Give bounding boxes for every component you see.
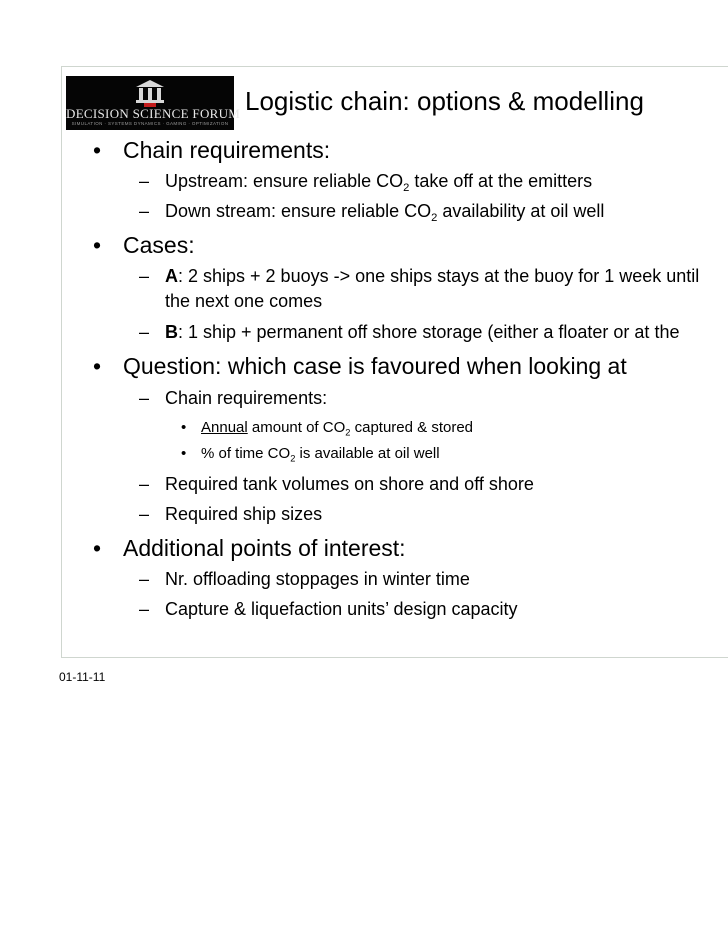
sub-bullet-tank-volumes: – Required tank volumes on shore and off shore (139, 474, 534, 494)
logo-tagline: SIMULATION · SYSTEMS DYNAMICS · GAMING · OPTIMIZATION (71, 121, 229, 126)
temple-icon (136, 80, 164, 106)
dash-marker: – (139, 266, 150, 286)
logo-brand: DECISION SCIENCE FORUM (66, 106, 241, 121)
bullet-marker: • (93, 535, 102, 561)
dash-marker: – (139, 504, 150, 524)
sub-bullet-case-a: – A: 2 ships + 2 buoys -> one ships stays at the buoy for 1 week until (139, 266, 700, 286)
slide-title: Logistic chain: options & modelling (245, 86, 644, 116)
dash-marker: – (139, 171, 150, 191)
sub-bullet-capture: – Capture & liquefaction units’ design capacity (139, 599, 518, 619)
sub-bullet-case-a-continued: the next one comes (165, 291, 323, 311)
sub-sub-bullet-pct-available: • % of time $CO_2$ is available at oil well (181, 445, 440, 464)
bullet-marker: • (181, 445, 187, 462)
footer-date: 01-11-11 (59, 670, 106, 684)
sub-bullet-downstream: – Down stream: ensure reliable $CO_2$ availability at oil well (139, 201, 605, 224)
sub-bullet-ship-sizes: – Required ship sizes (139, 504, 323, 524)
sub-bullet-chain-requirements: – Chain requirements: (139, 388, 328, 408)
bullet-marker: • (93, 353, 102, 379)
dash-marker: – (139, 599, 150, 619)
dash-marker: – (139, 569, 150, 589)
sub-bullet-offloading: – Nr. offloading stoppages in winter time (139, 569, 470, 589)
sub-bullet-upstream: – Upstream: ensure reliable $CO_2$ take off at the emitters (139, 171, 593, 194)
bullet-additional-points: • Additional points of interest: (93, 535, 406, 561)
dash-marker: – (139, 201, 150, 221)
sub-sub-bullet-annual-amount: • Annual amount of $CO_2$ captured & stored (181, 419, 474, 438)
dash-marker: – (139, 474, 150, 494)
sub-bullet-case-b: – B: 1 ship + permanent off shore storage (either a floater or at the (139, 322, 680, 342)
bullet-marker: • (93, 137, 102, 163)
bullet-question: • Question: which case is favoured when looking at (93, 353, 627, 379)
decision-science-forum-logo (66, 76, 241, 130)
bullet-marker: • (93, 232, 102, 258)
dash-marker: – (139, 322, 150, 342)
bullet-cases: • Cases: (93, 232, 195, 258)
dash-marker: – (139, 388, 150, 408)
bullet-chain-requirements: • Chain requirements: (93, 137, 331, 163)
bullet-marker: • (181, 419, 187, 436)
